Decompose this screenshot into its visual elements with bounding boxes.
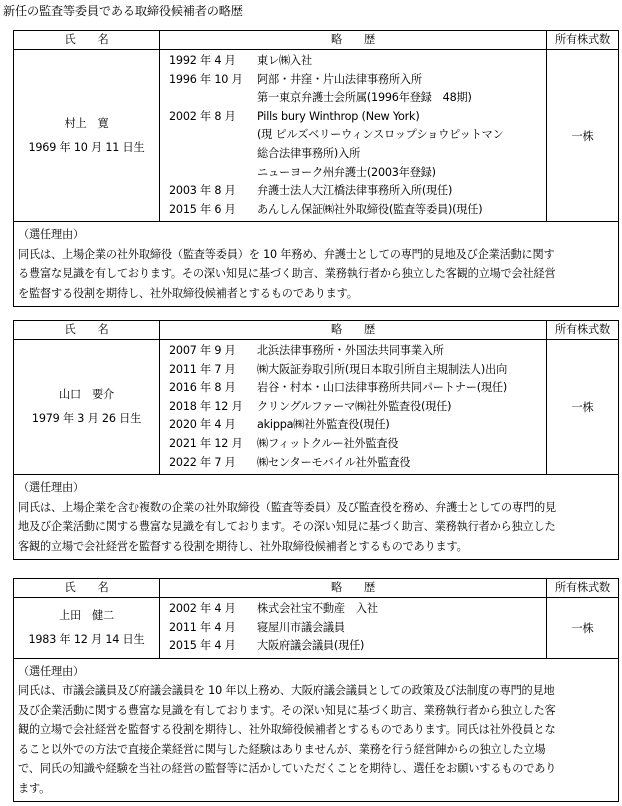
header-name: 氏 名 [14, 321, 160, 340]
career-item [169, 164, 546, 183]
name-cell [14, 50, 160, 222]
header-stock: 所有株式数 [547, 321, 619, 340]
career-desc: 岩谷・村本・山口法律事務所共同パートナー(現任) [257, 381, 508, 395]
career-date [169, 89, 257, 108]
candidate-birth: 1983 年 12 月 14 日生 [28, 632, 145, 646]
candidate-birth: 1979 年 3 月 26 日生 [31, 412, 142, 426]
career-desc: 寝屋川市議会議員 [257, 620, 345, 634]
reason-line: 同氏は、市議会議員及び府議会議員を 10 年以上務め、大阪府議会議員としての政策及び法制度の専門的見地 [18, 684, 555, 698]
career-date: 2002 年 8 月 [169, 109, 236, 123]
reason-row [14, 658, 619, 802]
career-item [169, 201, 546, 220]
career-desc: 北浜法律事務所・外国法共同事業入所 [257, 344, 444, 357]
career-date: 2003 年 8 月 [169, 184, 236, 198]
stock-cell: 一株 [547, 50, 619, 222]
career-desc: 大阪府議会議員(現任) [257, 639, 365, 653]
career-item [169, 600, 546, 619]
career-item [169, 416, 546, 435]
header-row [14, 579, 619, 598]
reason-line: 同氏は、上場企業の社外取締役（監査等委員）を 10 年務め、弁護士としての専門的見地及び企業活動に関す [18, 247, 555, 261]
career-date [169, 145, 257, 164]
career-desc: Pills bury Winthrop (New York) [257, 109, 420, 123]
career-item [169, 71, 546, 90]
career-desc: 第一東京弁護士会所属(1996年登録 48期) [257, 91, 472, 105]
career-date: 2022 年 7 月 [169, 455, 236, 469]
name-cell [14, 340, 160, 475]
candidate-table-1 [13, 30, 619, 307]
career-item [169, 619, 546, 638]
career-desc: akippa㈱社外監査役(現任) [257, 418, 390, 432]
career-desc: クリングルファーマ㈱社外監査役(現任) [257, 399, 452, 413]
candidate-table-2 [13, 320, 619, 560]
career-date: 2021 年 12 月 [169, 436, 243, 450]
career-date [169, 126, 257, 145]
reason-cell [14, 658, 619, 802]
career-item [169, 435, 546, 454]
career-item [169, 182, 546, 201]
career-desc: ㈱センターモバイル社外監査役 [257, 455, 411, 469]
reason-label: （選任理由） [18, 481, 84, 495]
career-date: 2015 年 6 月 [169, 202, 236, 216]
candidate-name: 村上 寛 [64, 116, 109, 130]
career-desc: ニューヨーク州弁護士(2003年登録) [257, 165, 436, 179]
header-career: 略 歴 [160, 579, 547, 598]
career-date: 2002 年 4 月 [169, 602, 236, 615]
reason-label: （選任理由） [18, 228, 84, 242]
header-name: 氏 名 [14, 579, 160, 598]
header-stock: 所有株式数 [547, 31, 619, 50]
header-row [14, 31, 619, 50]
career-cell [160, 598, 547, 659]
career-desc: 弁護士法人大江橋法律事務所入所(現任) [257, 184, 453, 198]
stock-cell: 一株 [547, 598, 619, 659]
career-date: 2016 年 8 月 [169, 381, 236, 395]
career-date: 2015 年 4 月 [169, 639, 236, 653]
reason-line: ます。 [18, 781, 51, 795]
career-row [14, 50, 619, 222]
career-date: 2011 年 7 月 [169, 362, 236, 376]
career-date: 2007 年 9 月 [169, 344, 236, 357]
career-date: 1992 年 4 月 [169, 54, 236, 67]
career-date [169, 164, 257, 183]
reason-line: で、同氏の知識や経験を当社の経営の監督等に活かしていただくことを期待し、選任をお願いするものであり [18, 762, 557, 776]
career-date: 2020 年 4 月 [169, 418, 236, 432]
career-date: 2011 年 4 月 [169, 620, 236, 634]
career-date: 1996 年 10 月 [169, 72, 243, 86]
career-item [169, 108, 546, 127]
reason-row [14, 222, 619, 307]
candidate-name: 上田 健二 [59, 608, 114, 622]
header-career: 略 歴 [160, 31, 547, 50]
name-cell [14, 598, 160, 659]
career-item [169, 342, 546, 361]
header-career: 略 歴 [160, 321, 547, 340]
reason-row [14, 475, 619, 560]
career-item [169, 454, 546, 473]
career-date: 2018 年 12 月 [169, 399, 243, 413]
career-item [169, 637, 546, 656]
candidate-name: 山口 要介 [59, 388, 114, 402]
career-desc: 東レ㈱入社 [257, 54, 312, 67]
career-desc: ㈱大阪証券取引所(現日本取引所自主規制法人)出向 [257, 362, 508, 376]
reason-line: 観的立場で会社経営を監督する役割を期待し、社外取締役候補者とするものであります。同氏は社外役員とな [18, 723, 556, 737]
career-desc: (現 ピルズベリーウィンスロップショウピットマン [257, 128, 504, 142]
career-row [14, 598, 619, 659]
candidate-table-3 [13, 578, 619, 802]
career-item [169, 89, 546, 108]
career-cell [160, 340, 547, 475]
reason-line: を監督する役割を期待し、社外取締役候補者とするものであります。 [18, 286, 358, 300]
career-desc: ㈱フィットクルー社外監査役 [257, 436, 399, 450]
career-item [169, 361, 546, 380]
career-item [169, 126, 546, 145]
reason-cell [14, 222, 619, 307]
reason-line: 客観的立場で会社経営を監督する役割を期待し、社外取締役候補者とするものであります。 [18, 539, 468, 553]
career-desc: 阿部・井窪・片山法律事務所入所 [257, 72, 422, 86]
career-item [169, 398, 546, 417]
career-item [169, 52, 546, 71]
career-item [169, 145, 546, 164]
career-item [169, 379, 546, 398]
career-row [14, 340, 619, 475]
reason-cell [14, 475, 619, 560]
career-cell [160, 50, 547, 222]
reason-line: 地及び企業活動に関する豊富な見識を有しております。その深い知見に基づく助言、業務執行者から独立した [18, 520, 556, 534]
career-desc: 株式会社宝不動産 入社 [257, 602, 378, 615]
career-desc: あんしん保証㈱社外取締役(監査等委員)(現任) [257, 202, 483, 216]
candidate-birth: 1969 年 10 月 11 日生 [28, 140, 145, 154]
header-name: 氏 名 [14, 31, 160, 50]
reason-line: 及び企業活動に関する豊富な見識を有しております。その深い知見に基づく助言、業務執行者から独立した客 [18, 703, 556, 717]
reason-line: る豊富な見識を有しております。その深い知見に基づく助言、業務執行者から独立した客観的立場で会社経営 [18, 267, 556, 281]
header-stock: 所有株式数 [547, 579, 619, 598]
reason-line: ること以外での方法で直接企業経営に関与した経験はありませんが、業務を行う経営陣からの独立した立場 [18, 742, 546, 756]
header-row [14, 321, 619, 340]
reason-line: 同氏は、上場企業を含む複数の企業の社外取締役（監査等委員）及び監査役を務め、弁護士としての専門的見 [18, 500, 556, 514]
page-title: 新任の監査等委員である取締役候補者の略歴 [3, 4, 243, 18]
career-desc: 総合法律事務所)入所 [257, 146, 361, 160]
reason-label: （選任理由） [18, 664, 84, 678]
stock-cell: 一株 [547, 340, 619, 475]
